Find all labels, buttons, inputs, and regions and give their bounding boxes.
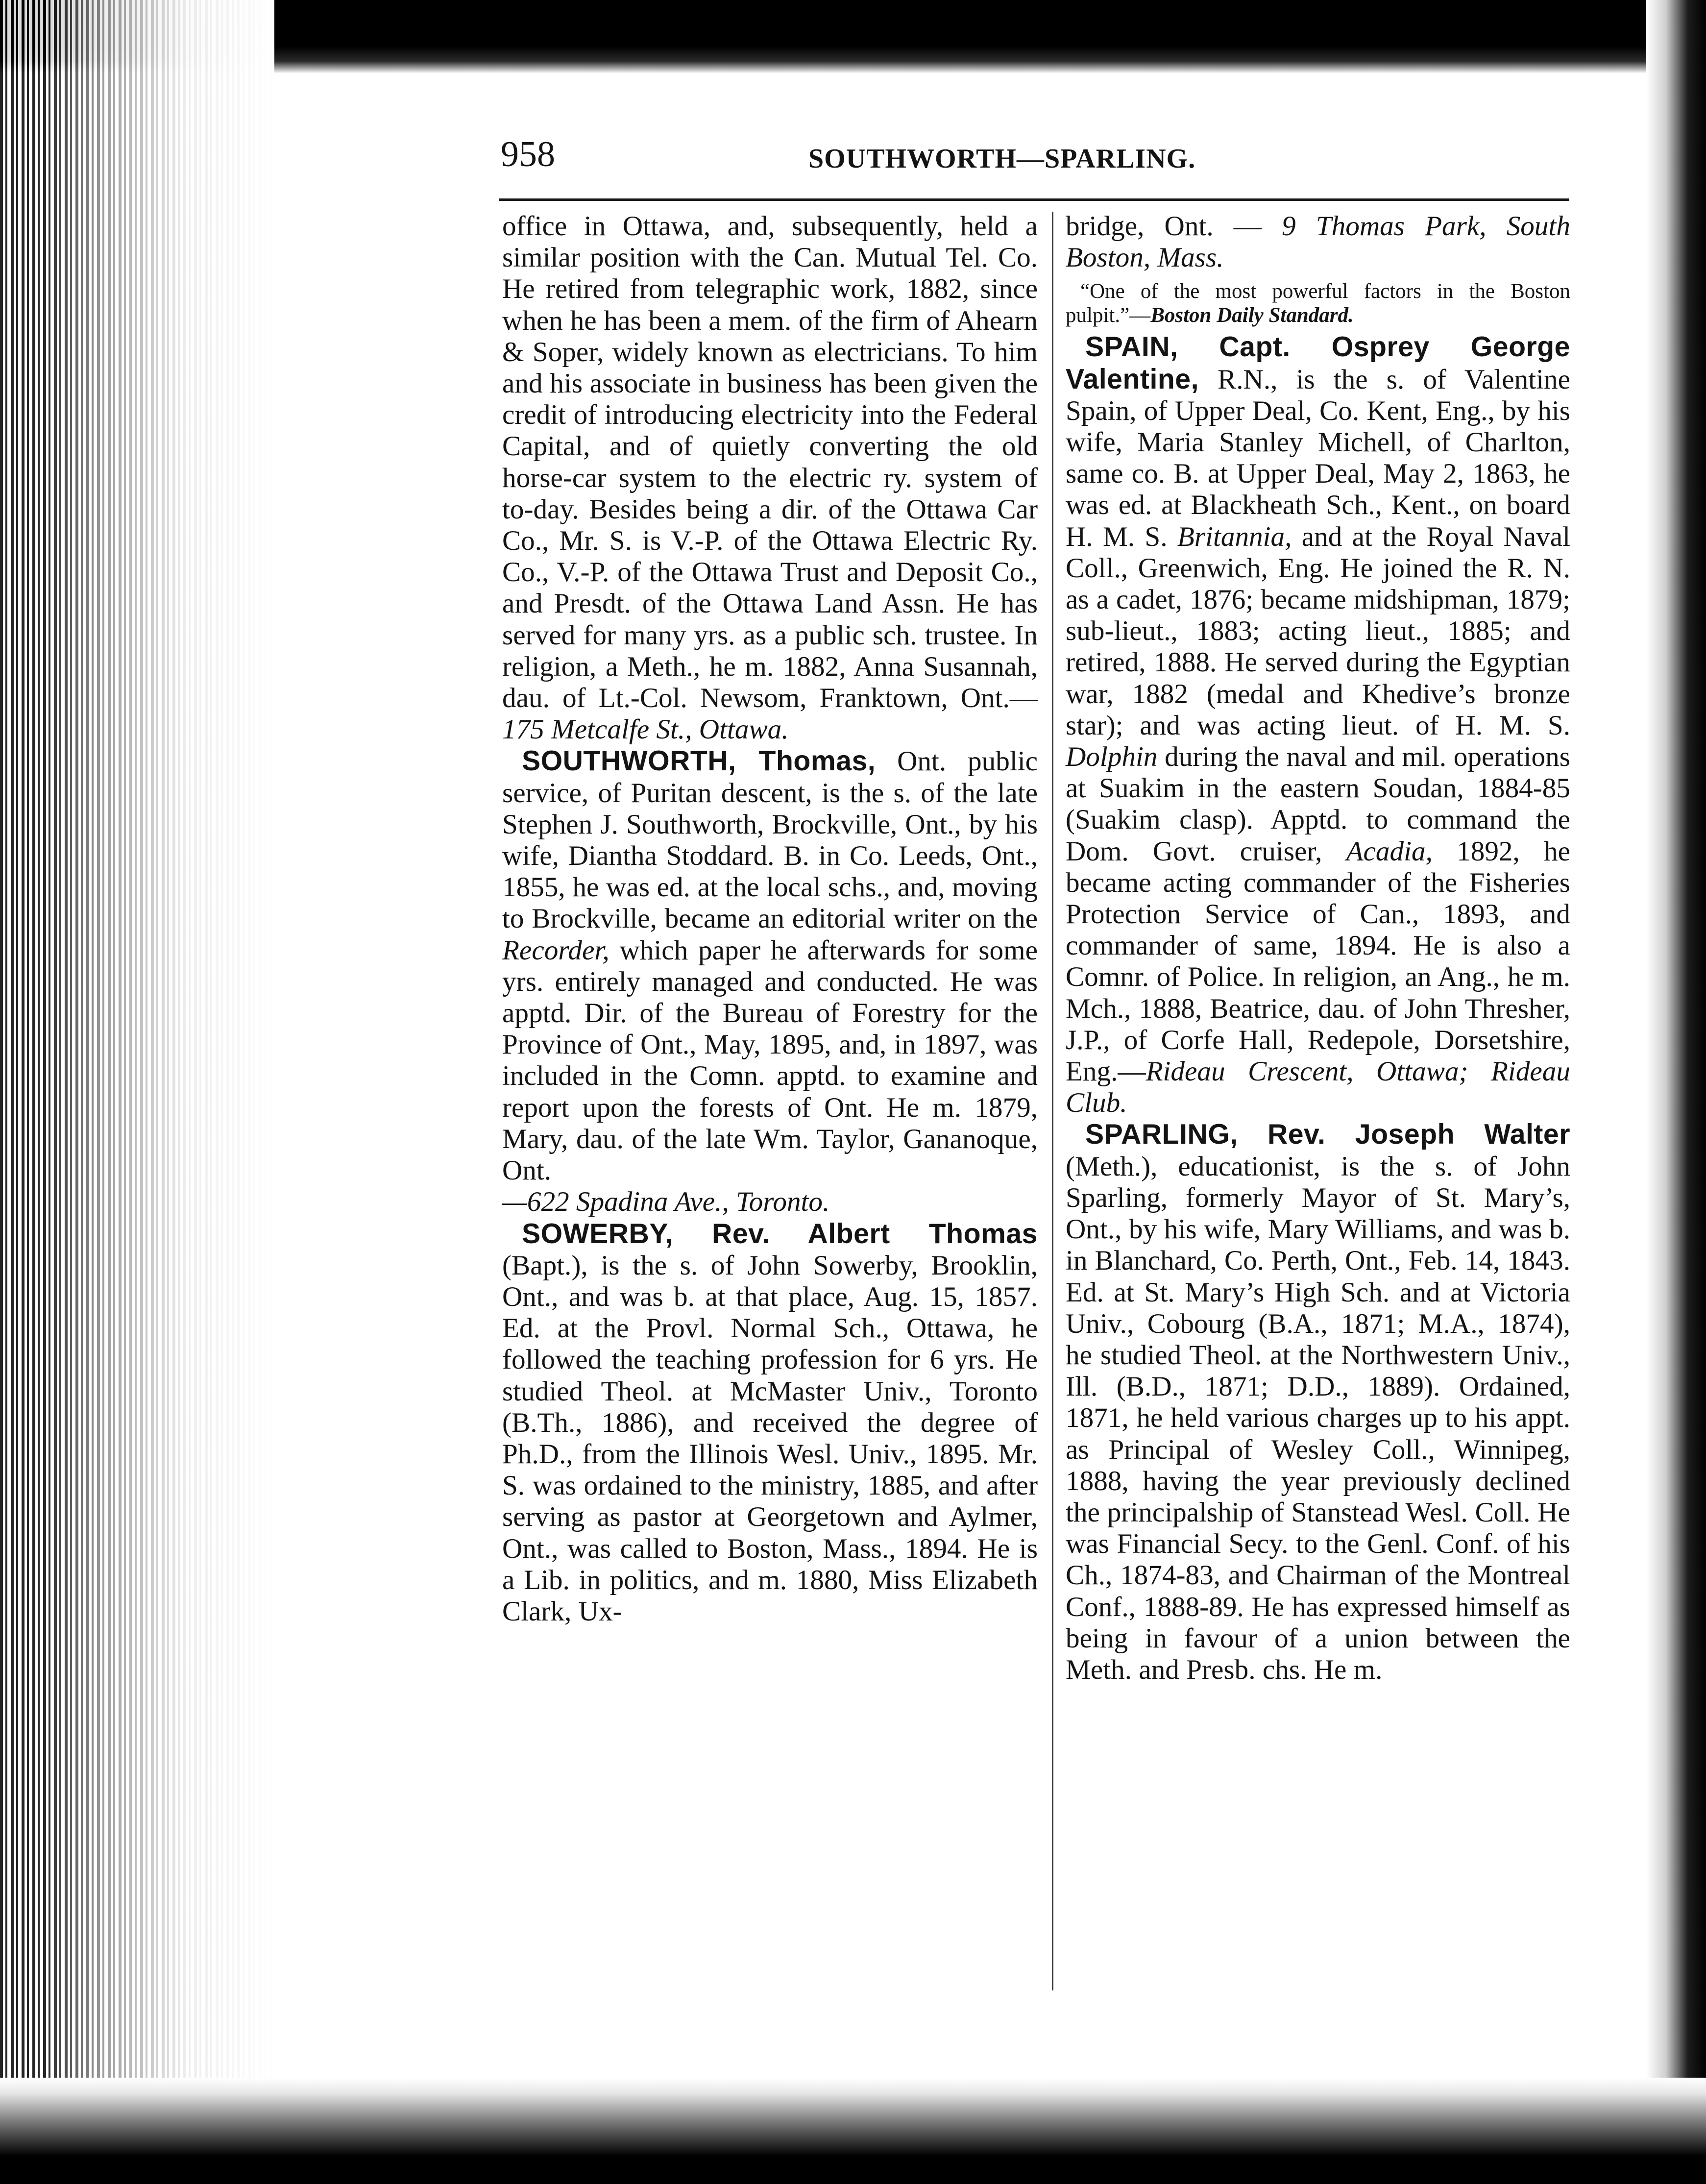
quote-source: Boston Daily Standard. (1150, 304, 1354, 327)
left-column (502, 211, 1038, 1627)
entry-italic: Acadia, (1346, 835, 1433, 867)
running-head: SOUTHWORTH—SPARLING. (808, 144, 1196, 174)
entry-spain (1066, 331, 1570, 1119)
entry-text: which paper he afterwards for some yrs. entirely managed and conducted. He was apptd. Dir. of the Bureau of Forestry for the Province of Ont., May, 1895, and, in 1897, was included in the Comn. apptd. to examine and report upon the forests of Ont. He m. 1879, Mary, dau. of the late Wm. Taylor, Gananoque, Ont. (502, 934, 1038, 1186)
right-column (1066, 211, 1570, 1686)
entry-text: Ont. public service, of Puritan descent, is the s. of the late Stephen J. Southworth, Brockville, Ont., by his wife, Diantha Stoddard. B. in Co. Leeds, Ont., 1855, he was ed. at the local schs., and, moving to Brockville, became an editorial writer on the (502, 746, 1038, 934)
quote-text: “One of the most powerful factors in the Boston pulpit.”— (1066, 280, 1570, 327)
entry-text: and at the Royal Naval Coll., Greenwich, Eng. He joined the R. N. as a cadet, 1876; became midshipman, 1879; sub-lieut., 1883; acting lieut., 1885; and retired, 1888. He served during the Egyptian war, 1882 (medal and Khedive’s bronze star); and was acting lieut. of H. M. S. (1066, 521, 1571, 741)
entry-sparling (1066, 1119, 1570, 1686)
entry-address: 175 Metcalfe St., Ottawa. (502, 714, 789, 745)
entry-italic: Dolphin (1066, 741, 1158, 773)
scan-border-right (1646, 0, 1706, 2184)
entry-italic: Britannia, (1177, 521, 1292, 552)
entry-continuation (1066, 211, 1570, 273)
entry-address: —622 Spadina Ave., Toronto. (502, 1186, 830, 1218)
entry-name: SPARLING, Rev. Joseph Walter (1085, 1119, 1570, 1151)
scan-binding-fade (0, 0, 274, 2184)
column-divider (1052, 212, 1053, 1990)
entry-text: R.N., is the s. of Valentine Spain, of Upper Deal, Co. Kent, Eng., by his wife, Maria Stanley Michell, of Charlton, same co. B. at Upper Deal, May 2, 1863, he was ed. at Blackheath Sch., Kent., on board H. M. S. (1066, 364, 1570, 552)
entry-name: SOUTHWORTH, Thomas, (522, 745, 876, 777)
header-rule (499, 198, 1569, 201)
entry-text: office in Ottawa, and, subsequently, held a similar position with the Can. Mutual Tel. Co. He retired from telegraphic work, 1882, since when he has been a mem. of the firm of Ahearn & Soper, widely known as electricians. To him and his associate in business has been given the credit of introducing electricity into the Federal Capital, and of quietly converting the old horse-car system to the electric ry. system of to-day. Besides being a dir. of the Ottawa Car Co., Mr. S. is V.-P. of the Ottawa Electric Ry. Co., V.-P. of the Ottawa Trust and Deposit Co., and Presdt. of the Ottawa Land Assn. He has served for many yrs. as a public sch. trustee. In religion, a Meth., he m. 1882, Anna Susannah, dau. of Lt.-Col. Newsom, Franktown, Ont.— (502, 211, 1038, 714)
entry-address: Rideau Crescent, Ottawa; Rideau Club. (1066, 1056, 1570, 1119)
entry-name: SPAIN, Capt. Osprey George Valentine, (1066, 331, 1570, 395)
entry-address: 9 Thomas Park, South Boston, Mass. (1066, 211, 1570, 273)
entry-name: SOWERBY, Rev. Albert Thomas (522, 1218, 1038, 1250)
entry-text: (Bapt.), is the s. of John Sowerby, Brooklin, Ont., and was b. at that place, Aug. 15, 1857. Ed. at the Provl. Normal Sch., Ottawa, he followed the teaching profession for 6 yrs. He studied Theol. at McMaster Univ., Toronto (B.Th., 1886), and received the degree of Ph.D., from the Illinois Wesl. Univ., 1895. Mr. S. was ordained to the ministry, 1885, and after serving as pastor at Georgetown and Aylmer, Ont., was called to Boston, Mass., 1894. He is a Lib. in politics, and m. 1880, Miss Elizabeth Clark, Ux- (502, 1250, 1038, 1627)
entry-text: during the naval and mil. operations at Suakim in the eastern Soudan, 1884-85 (Suakim clasp). Apptd. to command the Dom. Govt. cruiser, (1066, 741, 1570, 867)
press-quote (1066, 279, 1570, 327)
entry-text: 1892, he became acting commander of the Fisheries Protection Service of Can., 1893, and commander of same, 1894. He is also a Comnr. of Police. In religion, an Ang., he m. Mch., 1888, Beatrice, dau. of John Thresher, J.P., of Corfe Hall, Redepole, Dorsetshire, Eng.— (1066, 835, 1570, 1087)
entry-sowerby (502, 1218, 1038, 1628)
entry-text: (Meth.), educationist, is the s. of John Sparling, formerly Mayor of St. Mary’s, Ont., by his wife, Mary Williams, and was b. in Blanchard, Co. Perth, Ont., Feb. 14, 1843. Ed. at St. Mary’s High Sch. and at Victoria Univ., Cobourg (B.A., 1871; M.A., 1874), he studied Theol. at the Northwestern Univ., Ill. (B.D., 1871; D.D., 1889). Ordained, 1871, he held various charges up to his appt. as Principal of Wesley Coll., Winnipeg, 1888, having the year previously declined the principalship of Stanstead Wesl. Coll. He was Financial Secy. to the Genl. Conf. of his Ch., 1874-83, and Chairman of the Montreal Conf., 1888-89. He has expressed himself as being in favour of a union between the Meth. and Presb. chs. He m. (1066, 1151, 1570, 1685)
entry-text: bridge, Ont. — (1066, 211, 1282, 242)
entry-italic: Recorder, (502, 934, 609, 966)
page-number: 958 (501, 134, 555, 174)
entry-continuation (502, 211, 1038, 745)
entry-southworth-thomas (502, 745, 1038, 1218)
scan-border-bottom (0, 2078, 1706, 2184)
